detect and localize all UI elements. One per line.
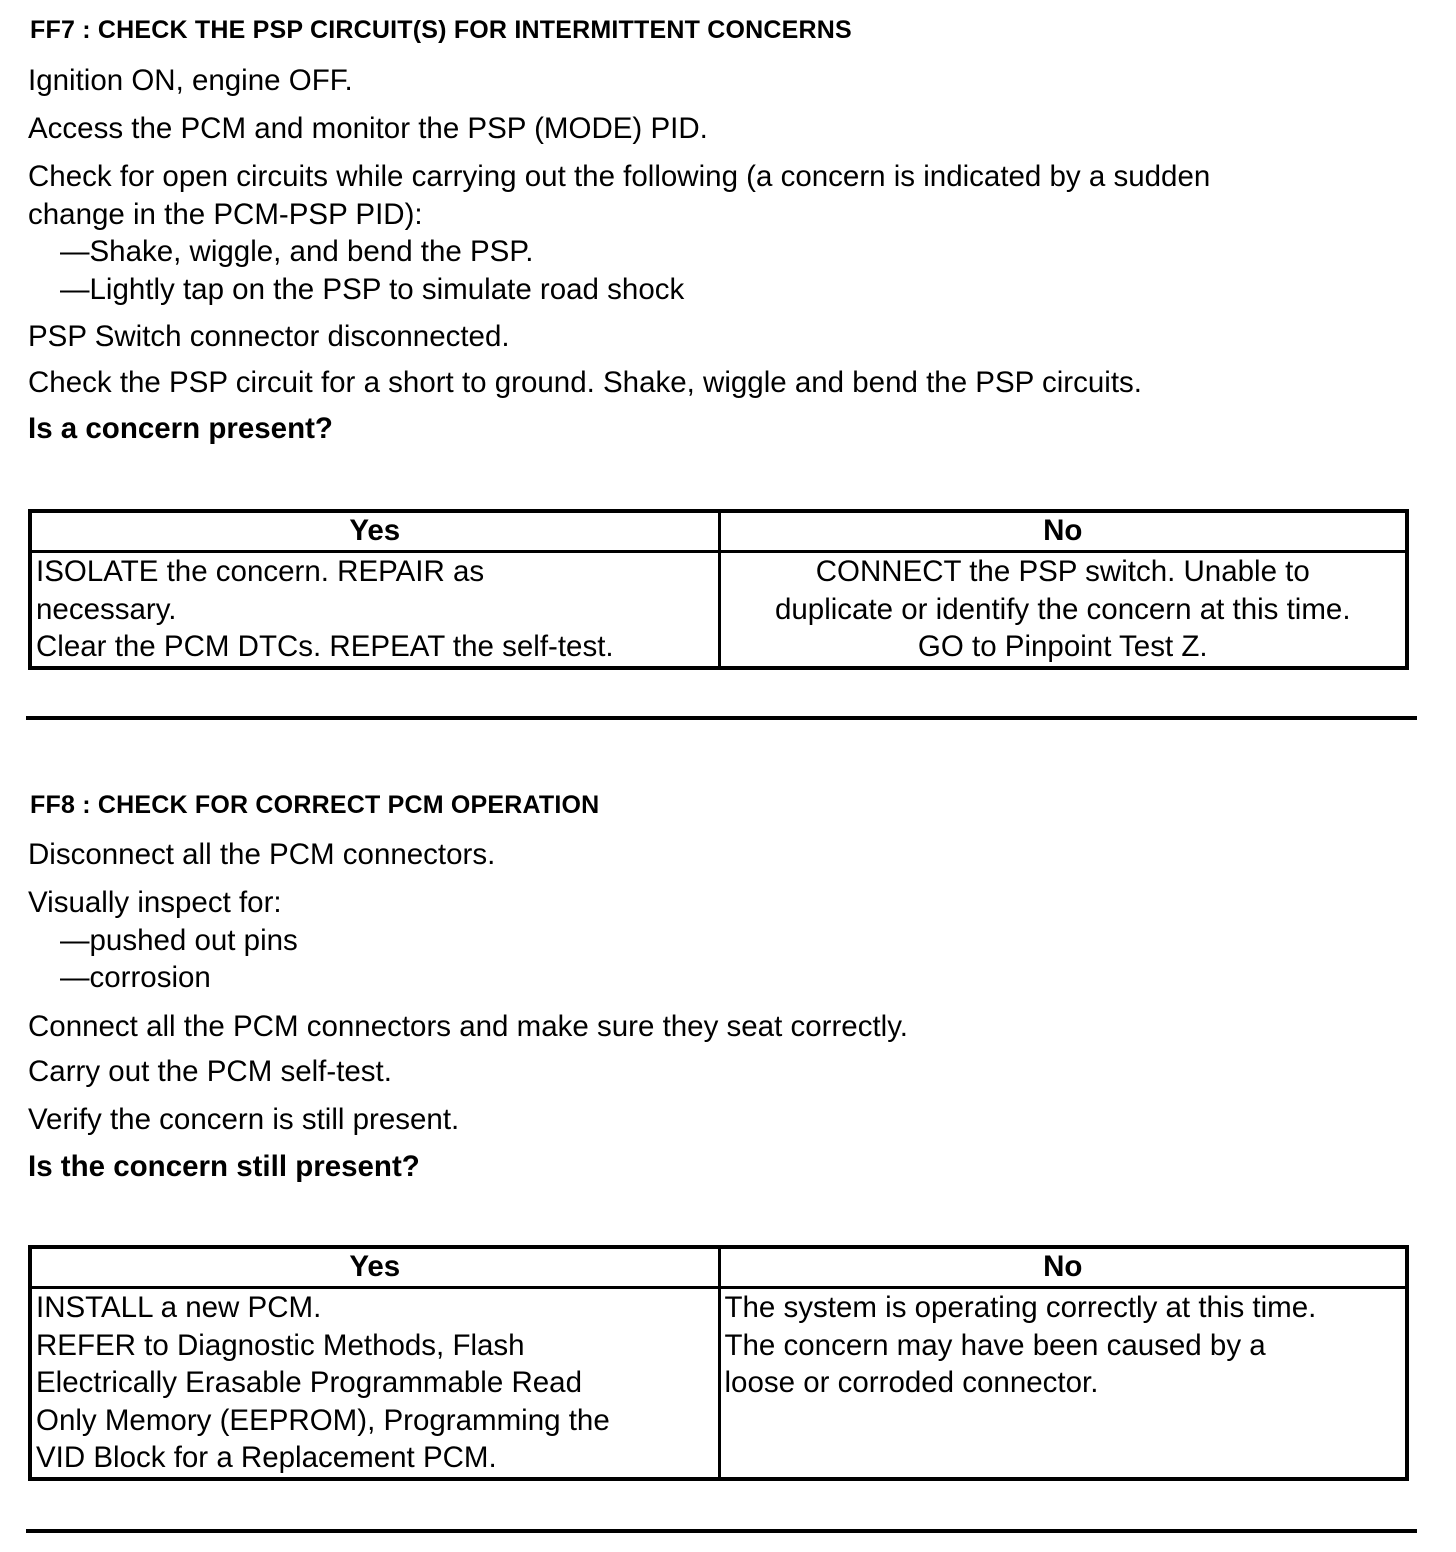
ff8-yes-header: Yes (30, 1247, 719, 1288)
ff8-step-3: Connect all the PCM connectors and make sure they seat correctly. (28, 1010, 908, 1043)
ff7-no-cell (719, 552, 1407, 668)
ff8-question: Is the concern still present? (28, 1150, 420, 1183)
ff8-yes-line-2: REFER to Diagnostic Methods, Flash (36, 1328, 525, 1362)
ff8-step-2-sub-1: —pushed out pins (60, 923, 298, 957)
section-divider-1 (26, 716, 1417, 720)
ff7-yes-line-2: necessary. (36, 592, 177, 626)
ff8-no-cell (719, 1288, 1407, 1479)
ff8-no-line-1: The system is operating correctly at this time. (724, 1291, 1317, 1324)
ff8-step-2-line: Visually inspect for: (28, 886, 282, 919)
ff7-no-line-1: CONNECT the PSP switch. Unable to (815, 555, 1310, 588)
ff7-step-3-sub-1: —Shake, wiggle, and bend the PSP. (60, 235, 534, 268)
ff8-no-line-3: loose or corroded connector. (724, 1366, 1099, 1399)
section-divider-2 (26, 1529, 1417, 1533)
ff7-yes-line-1: ISOLATE the concern. REPAIR as (36, 555, 485, 588)
ff7-no-line-2: duplicate or identify the concern at this time. (774, 592, 1351, 626)
ff7-question: Is a concern present? (28, 412, 333, 445)
ff7-step-2: Access the PCM and monitor the PSP (MODE) PID. (28, 112, 708, 145)
ff7-yes-cell (30, 552, 719, 668)
ff8-yes-line-4: Only Memory (EEPROM), Programming the (36, 1403, 610, 1437)
ff7-step-1: Ignition ON, engine OFF. (28, 64, 353, 97)
ff8-step-1: Disconnect all the PCM connectors. (28, 838, 496, 871)
ff7-step-3-sub-2: —Lightly tap on the PSP to simulate road shock (60, 272, 685, 306)
ff8-heading: FF8 : CHECK FOR CORRECT PCM OPERATION (30, 791, 600, 819)
ff7-heading: FF7 : CHECK THE PSP CIRCUIT(S) FOR INTERMITTENT CONCERNS (30, 16, 852, 44)
ff8-step-2-sub-2: —corrosion (60, 961, 211, 994)
ff7-no-line-3: GO to Pinpoint Test Z. (917, 630, 1208, 663)
ff7-step-3-line-1: Check for open circuits while carrying out the following (a concern is indicated by a sudden (28, 160, 1211, 193)
ff7-no-header: No (719, 511, 1407, 552)
ff8-step-5: Verify the concern is still present. (28, 1103, 460, 1136)
ff8-yes-line-1: INSTALL a new PCM. (36, 1291, 322, 1324)
ff8-step-2 (28, 884, 298, 997)
ff8-yes-cell (30, 1288, 719, 1479)
ff8-no-header: No (719, 1247, 1407, 1288)
ff7-yes-header: Yes (30, 511, 719, 552)
ff7-step-3 (28, 158, 1210, 308)
ff7-step-4: PSP Switch connector disconnected. (28, 320, 510, 353)
ff8-no-line-2: The concern may have been caused by a (724, 1328, 1266, 1362)
ff7-answer-table (28, 509, 1409, 670)
ff8-yes-line-5: VID Block for a Replacement PCM. (36, 1441, 497, 1474)
ff8-yes-line-3: Electrically Erasable Programmable Read (36, 1366, 582, 1399)
ff7-yes-line-3: Clear the PCM DTCs. REPEAT the self-test. (36, 630, 614, 663)
ff8-answer-table (28, 1245, 1409, 1481)
ff7-step-3-line-2: change in the PCM-PSP PID): (28, 197, 423, 231)
ff7-step-5: Check the PSP circuit for a short to ground. Shake, wiggle and bend the PSP circuits. (28, 366, 1142, 399)
ff8-step-4: Carry out the PCM self-test. (28, 1055, 392, 1088)
